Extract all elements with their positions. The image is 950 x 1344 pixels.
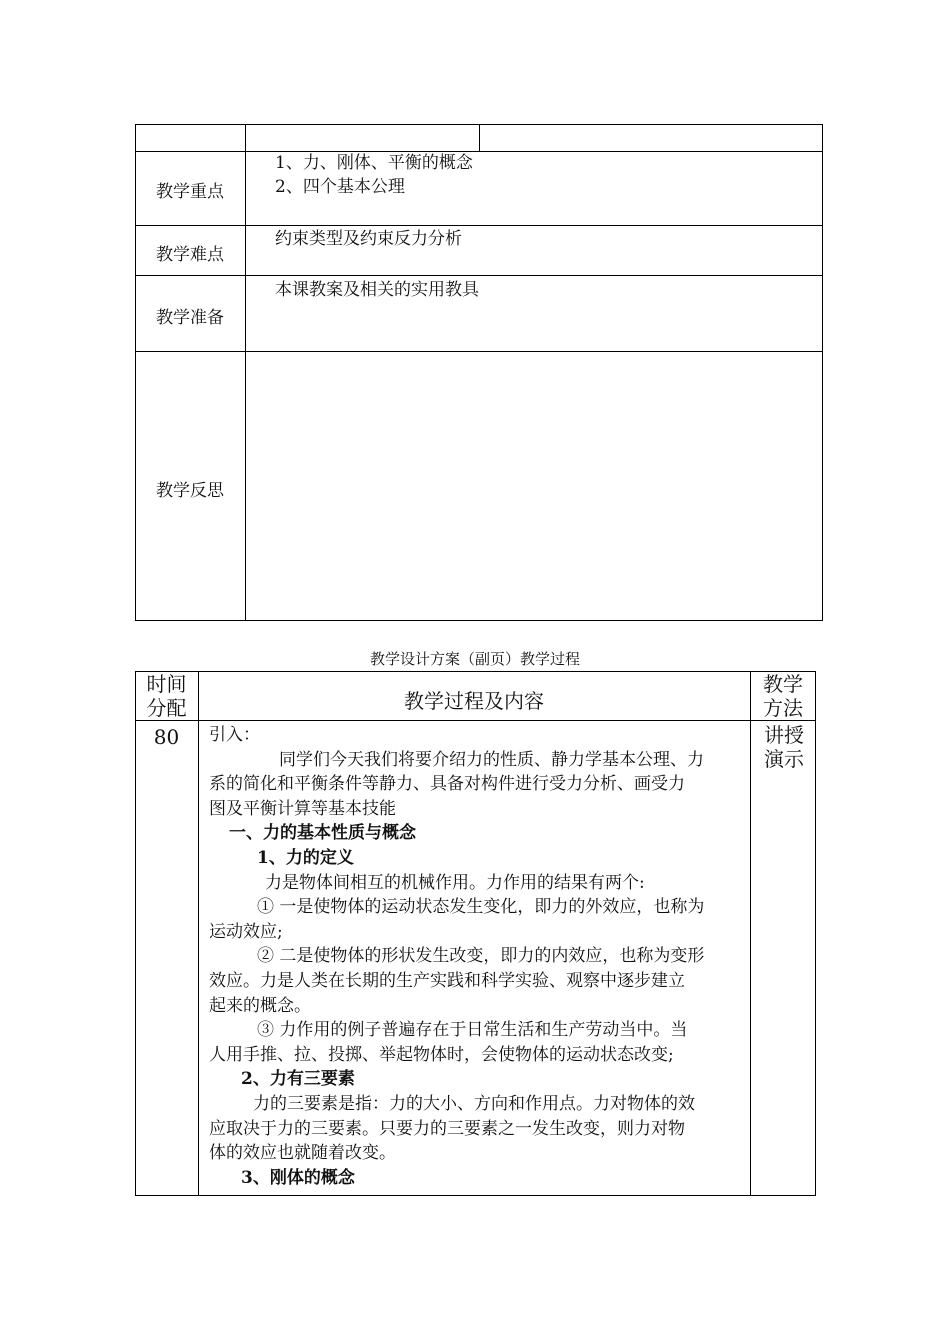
paragraph-line: 起来的概念。 [209,995,311,1016]
paragraph-line: 运动效应; [209,921,283,942]
row-divider [135,275,823,276]
paragraph-line: 力是物体间相互的机械作用。力作用的结果有两个: [265,872,645,893]
header-time-line: 时间 [146,672,187,696]
row-label-key-points: 教学重点 [156,182,224,202]
row-divider [135,351,823,352]
subsection-heading: 2、力有三要素 [241,1069,355,1090]
header-time-line: 分配 [146,696,187,720]
paragraph-line: 效应。力是人类在长期的生产实践和科学实验、观察中逐步建立 [209,970,685,991]
intro-label: 引入： [209,725,260,745]
lesson-plan-table [135,124,823,621]
method-value [752,723,816,771]
paragraph-line: 体的效应也就随着改变。 [209,1143,396,1164]
paragraph-line: 同学们今天我们将要介绍力的性质、静力学基本公理、力 [279,749,704,770]
paragraph-line: 人用手推、拉、投掷、举起物体时，会使物体的运动状态改变; [209,1044,674,1065]
paragraph-line: 系的简化和平衡条件等静力、具备对构件进行受力分析、画受力 [209,774,685,795]
table-caption: 教学设计方案（副页）教学过程 [369,650,580,668]
row-label-difficulties: 教学难点 [156,245,224,265]
header-divider [135,720,816,721]
preparation-content: 本课教案及相关的实用教具 [275,280,479,300]
row-label-reflection: 教学反思 [156,481,224,501]
column-divider [479,124,480,151]
time-value: 80 [153,725,180,749]
key-point-item: 2、四个基本公理 [275,177,405,197]
header-method-line: 方法 [763,696,803,720]
method-line: 演示 [764,747,804,771]
paragraph-line: 力的三要素是指：力的大小、方向和作用点。力对物体的效 [253,1093,695,1114]
paragraph-line: ① 一是使物体的运动状态发生变化，即力的外效应，也称为 [257,897,705,918]
teaching-process-table [135,671,816,1196]
key-points-content [275,151,473,199]
row-label-preparation: 教学准备 [156,308,224,328]
paragraph-line: ③ 力作用的例子普遍存在于日常生活和生产劳动当中。当 [257,1020,688,1041]
subsection-heading: 3、刚体的概念 [241,1167,355,1188]
row-divider [135,151,823,152]
subsection-heading: 1、力的定义 [257,847,354,868]
paragraph-line: ② 二是使物体的形状发生改变，即力的内效应，也称为变形 [257,946,705,967]
process-content [209,723,745,1190]
difficulties-content: 约束类型及约束反力分析 [275,229,462,249]
header-process-content: 教学过程及内容 [404,689,544,713]
column-divider [750,671,751,1196]
header-time [135,672,198,720]
header-method-line: 教学 [763,672,803,696]
header-method [750,672,816,720]
column-divider [245,124,246,621]
paragraph-line: 图及平衡计算等基本技能 [209,798,396,819]
section-heading: 一、力的基本性质与概念 [229,823,416,844]
row-divider [135,225,823,226]
method-line: 讲授 [764,723,804,747]
paragraph-line: 应取决于力的三要素。只要力的三要素之一发生改变，则力对物 [209,1118,685,1139]
column-divider [198,671,199,1196]
key-point-item: 1、力、刚体、平衡的概念 [275,153,473,173]
